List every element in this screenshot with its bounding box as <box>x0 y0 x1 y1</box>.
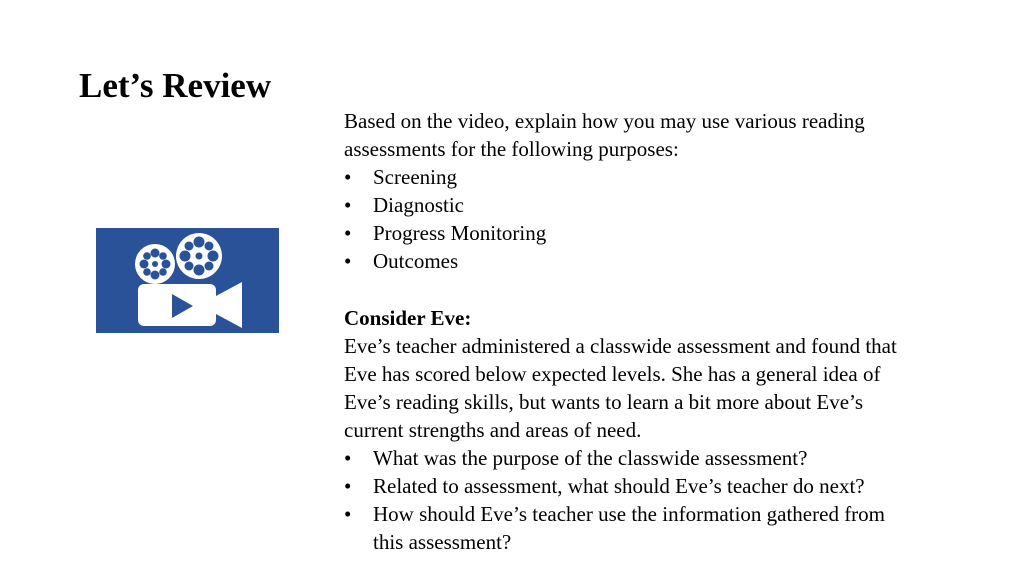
scenario-line-3: Eve’s reading skills, but wants to learn a bit more about Eve’s <box>344 389 864 414</box>
scenario-heading: Consider Eve: <box>344 305 472 330</box>
bullet-icon: • <box>344 446 352 471</box>
bullet-icon: • <box>344 502 352 527</box>
question-bullet-item <box>344 444 984 472</box>
prompt-line-2: assessments for the following purposes: <box>344 137 679 162</box>
video-icon-tile <box>96 228 279 333</box>
bullet-icon: • <box>344 221 352 246</box>
question-text: How should Eve’s teacher use the information gathered from <box>373 502 886 527</box>
bullet-icon: • <box>344 474 352 499</box>
question-continuation <box>344 528 984 556</box>
scenario-line-1: Eve’s teacher administered a classwide assessment and found that <box>344 333 897 358</box>
slide-body <box>344 107 984 557</box>
paragraph-spacer <box>344 276 984 304</box>
question-text: What was the purpose of the classwide assessment? <box>373 446 808 471</box>
purpose-label: Progress Monitoring <box>373 221 547 246</box>
slide-title: Let’s Review <box>79 66 272 105</box>
purpose-bullet-item <box>344 163 984 191</box>
scenario-line-4: current strengths and areas of need. <box>344 418 642 443</box>
scenario-line-2: Eve has scored below expected levels. She has a general idea of <box>344 361 881 386</box>
video-camera-icon <box>96 228 279 333</box>
purpose-label: Screening <box>373 165 457 190</box>
question-bullet-item <box>344 500 984 528</box>
purpose-label: Outcomes <box>373 249 459 274</box>
question-text: Related to assessment, what should Eve’s teacher do next? <box>373 474 865 499</box>
bullet-icon: • <box>344 165 352 190</box>
question-bullet-item <box>344 472 984 500</box>
purpose-bullet-item <box>344 247 984 275</box>
purpose-label: Diagnostic <box>373 193 464 218</box>
purpose-bullet-item <box>344 191 984 219</box>
bullet-icon: • <box>344 249 352 274</box>
bullet-icon: • <box>344 193 352 218</box>
prompt-line-1: Based on the video, explain how you may use various reading <box>344 109 865 133</box>
question-text: this assessment? <box>373 530 512 555</box>
purpose-bullet-item <box>344 219 984 247</box>
